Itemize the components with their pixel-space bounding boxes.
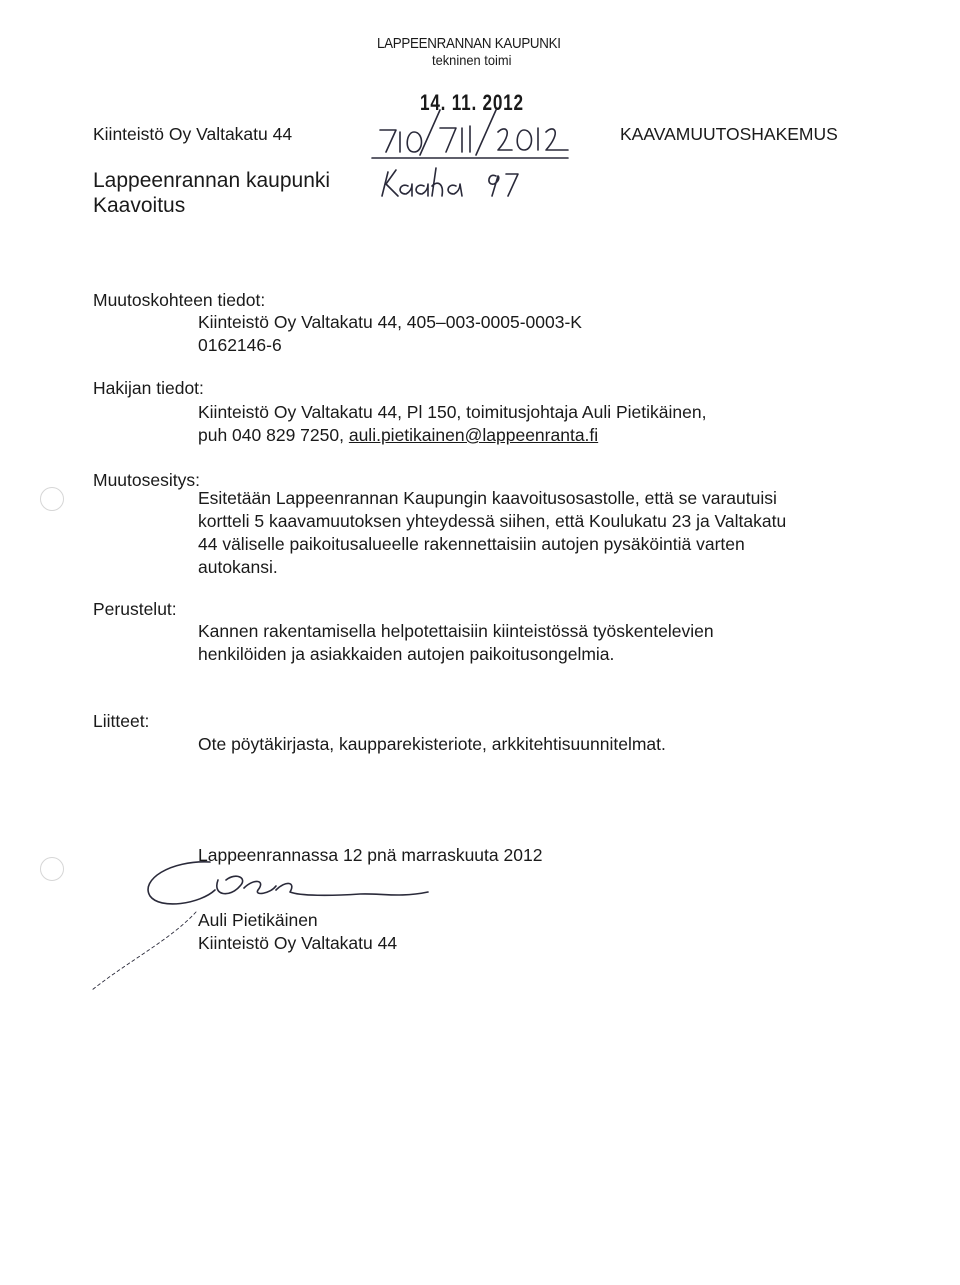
recipient-line2: Kaavoitus	[93, 194, 186, 217]
muutoskohde-label: Muutoskohteen tiedot:	[93, 290, 266, 310]
signer-name: Auli Pietikäinen	[198, 910, 318, 930]
perustelut-label: Perustelut:	[93, 599, 177, 619]
perustelut-line: henkilöiden ja asiakkaiden autojen paikoitusongelmia.	[198, 644, 615, 664]
liitteet-text: Ote pöytäkirjasta, kaupparekisteriote, arkkitehtisuunnitelmat.	[198, 734, 666, 754]
hakija-label: Hakijan tiedot:	[93, 378, 204, 398]
muutoskohde-line1: Kiinteistö Oy Valtakatu 44, 405–003-0005-0003-K	[198, 312, 582, 332]
handwritten-note	[382, 168, 518, 196]
sender-name: Kiinteistö Oy Valtakatu 44	[93, 124, 293, 144]
email-link[interactable]: auli.pietikainen@lappeenranta.fi	[348, 425, 599, 445]
recipient-line1: Lappeenrannan kaupunki	[93, 169, 331, 192]
stamp-dept: tekninen toimi	[432, 52, 512, 68]
muutoskohde-line2: 0162146-6	[198, 335, 282, 355]
liitteet-label: Liitteet:	[93, 711, 150, 731]
handwritten-number	[372, 110, 568, 158]
hakija-line1: Kiinteistö Oy Valtakatu 44, Pl 150, toimitusjohtaja Auli Pietikäinen,	[198, 402, 707, 422]
document-type: KAAVAMUUTOSHAKEMUS	[620, 124, 838, 144]
muutosesitys-line: Esitetään Lappeenrannan Kaupungin kaavoitusosastolle, että se varautuisi	[198, 488, 777, 508]
stamp-date: 14. 11. 2012	[420, 90, 524, 115]
signature-scribble	[92, 862, 428, 990]
place-date: Lappeenrannassa 12 pnä marraskuuta 2012	[198, 845, 543, 865]
perustelut-line: Kannen rakentamisella helpotettaisiin kiinteistössä työskentelevien	[198, 621, 714, 641]
muutosesitys-line: kortteli 5 kaavamuutoksen yhteydessä siihen, että Koulukatu 23 ja Valtakatu	[198, 511, 787, 531]
muutosesitys-label: Muutosesitys:	[93, 470, 200, 490]
signer-company: Kiinteistö Oy Valtakatu 44	[198, 933, 398, 953]
muutosesitys-line: 44 väliselle paikoitusalueelle rakennettaisiin autojen pysäköintiä varten	[198, 534, 745, 554]
phone-text: puh 040 829 7250,	[198, 425, 349, 445]
muutosesitys-line: autokansi.	[198, 557, 278, 577]
stamp-org: LAPPEENRANNAN KAUPUNKI	[377, 36, 561, 52]
